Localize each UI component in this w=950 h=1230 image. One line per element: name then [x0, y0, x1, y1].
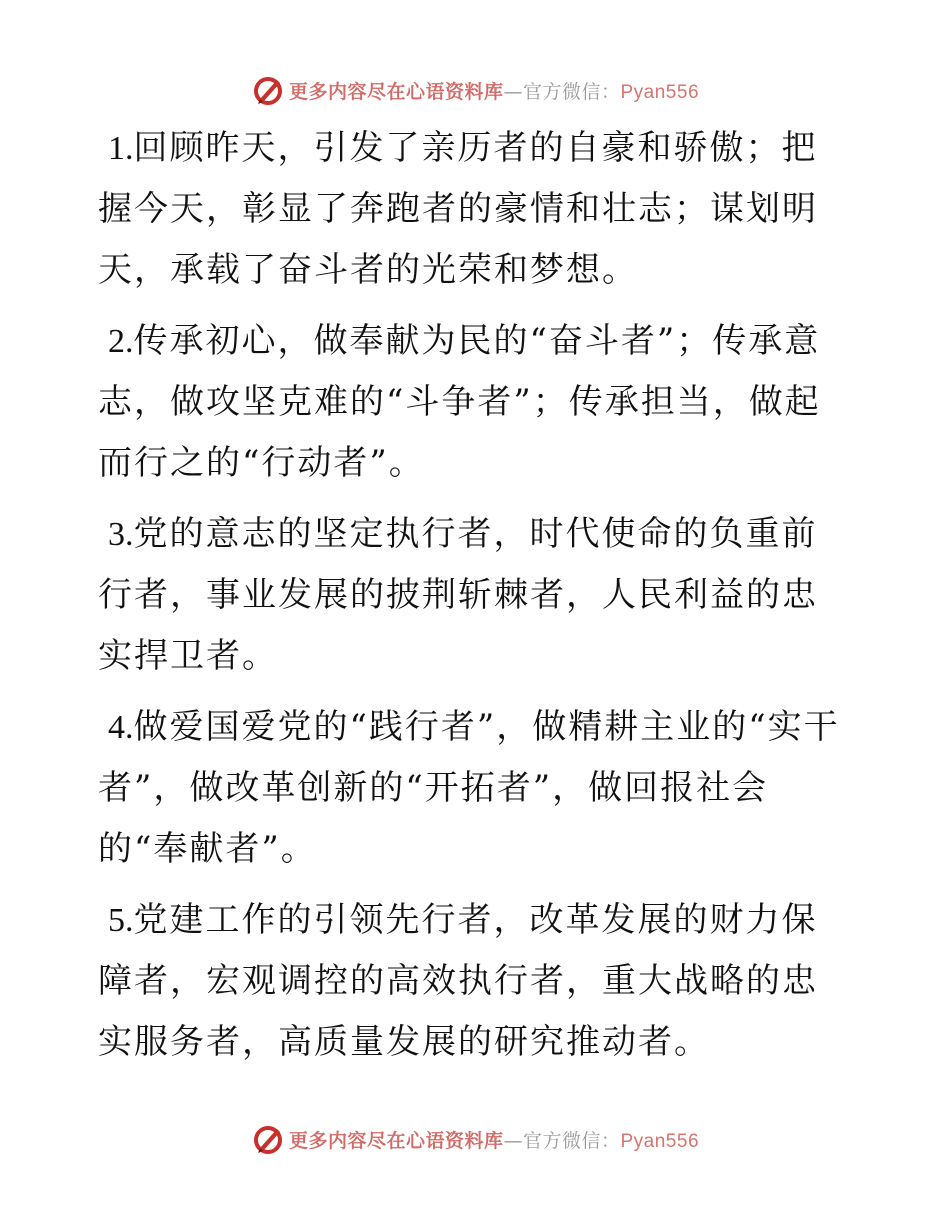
pen-logo-icon — [251, 73, 285, 107]
paragraph-number: 4. — [108, 709, 134, 746]
paragraph-text: 做爱国爱党的“践行者”，做精耕主业的“实干者”，做改革创新的“开拓者”，做回报社会的“奉献者”。 — [98, 707, 840, 869]
banner-separator: — — [503, 80, 523, 103]
paragraph-2 — [98, 311, 850, 494]
banner-wechat-id: Pyan556 — [620, 81, 700, 103]
paragraph-text: 党建工作的引领先行者，改革发展的财力保障者，宏观调控的高效执行者，重大战略的忠实服务者，高质量发展的研究推动者。 — [98, 900, 818, 1062]
paragraph-4 — [98, 697, 850, 880]
banner-wechat-label: 官方微信： — [522, 1129, 621, 1152]
paragraph-number: 3. — [108, 516, 134, 553]
header-banner-text — [289, 77, 699, 104]
paragraph-text: 党的意志的坚定执行者，时代使命的负重前行者，事业发展的披荆斩棘者，人民利益的忠实捍卫者。 — [98, 514, 818, 676]
banner-main-text: 更多内容尽在心语资料库 — [288, 1129, 504, 1152]
paragraph-1 — [98, 118, 850, 301]
header-banner — [0, 70, 950, 110]
banner-separator: — — [503, 1129, 523, 1152]
document-body — [98, 118, 850, 1083]
banner-wechat-id: Pyan556 — [620, 1130, 700, 1152]
banner-wechat-label: 官方微信： — [522, 80, 621, 103]
paragraph-5 — [98, 890, 850, 1073]
pen-logo-icon — [251, 1122, 285, 1156]
banner-main-text: 更多内容尽在心语资料库 — [288, 80, 504, 103]
footer-banner-text — [289, 1126, 699, 1153]
paragraph-3 — [98, 504, 850, 687]
footer-banner — [0, 1119, 950, 1159]
paragraph-number: 1. — [108, 130, 134, 167]
paragraph-text: 传承初心，做奉献为民的“奋斗者”；传承意志，做攻坚克难的“斗争者”；传承担当，做起而行之的“行动者”。 — [98, 321, 821, 483]
paragraph-text: 回顾昨天，引发了亲历者的自豪和骄傲；把握今天，彰显了奔跑者的豪情和壮志；谋划明天，承载了奋斗者的光荣和梦想。 — [98, 128, 818, 290]
paragraph-number: 2. — [108, 323, 134, 360]
paragraph-number: 5. — [108, 902, 134, 939]
